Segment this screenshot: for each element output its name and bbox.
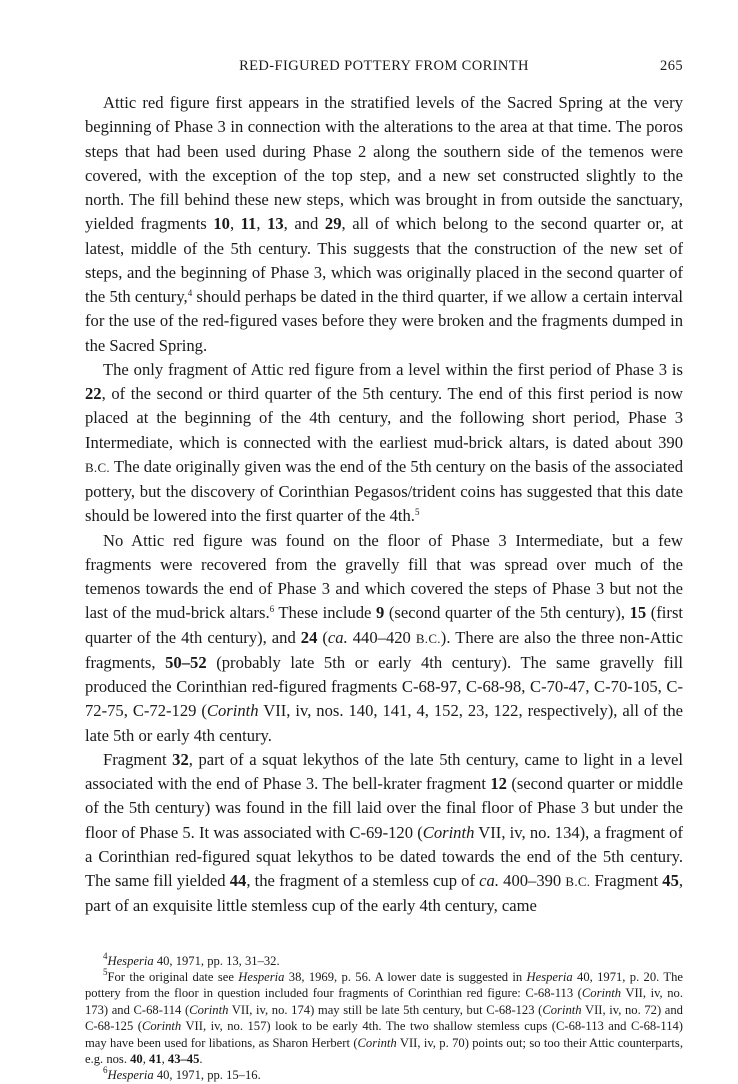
text-run: 40, 1971, p. 20. The pottery from the floor in question included four fragments of Corinthian red figure: C-68-113 ( [85,969,683,1001]
page [85,58,683,1084]
running-head [85,58,683,80]
text-run: Fragment [103,749,173,769]
catalogue-number: 11 [240,214,257,234]
running-title: RED-FIGURED POTTERY FROM CORINTH [239,58,529,74]
journal-title: Hesperia [107,953,154,968]
text-run: For the original date see [107,969,239,984]
text-run: The only fragment of Attic red figure from a level within the first period of Phase 3 is [103,359,683,379]
paragraph-2 [85,358,683,529]
catalogue-number: 24 [300,627,318,647]
text-run: , part of an exquisite little stemless cup of the early 4th century, came [85,871,684,916]
publication-title: Corinth [581,986,622,1001]
text-run: These include [274,603,376,623]
catalogue-number: 50–52 [165,652,207,672]
catalogue-number: 40 [130,1051,143,1066]
text-run: Fragment [590,871,663,890]
text-run: VII, iv, no. 72) and C-68-125 ( [85,1002,683,1034]
catalogue-number: 29 [324,214,342,234]
publication-title: Corinth [141,1019,182,1034]
catalogue-number: 12 [490,774,507,793]
footnote-number: 4 [103,950,108,961]
text-run: No Attic red figure was found on the floor of Phase 3 Intermediate, but a few fragments were recovered from the gravelly fill that was spread over much of the temenos towards the end of Phase 3 and which covered the steps of Phase 3 but not the last of the mud-brick altars. [85,530,683,623]
text-run: 40, 1971, pp. 15–16. [153,1068,261,1083]
text-run: , [229,214,241,234]
text-run: Attic red figure first appears in the stratified levels of the Sacred Spring at the very beginning of Phase 3 in connection with the alterations to the area at that time. The poros steps that had been used during Phase 2 along the southern side of the temenos were covered, with the exception of the top step, and a new set constructed slightly to the north. The fill behind these new steps, which was brought in from outside the sanctuary, yielded fragments [85,93,683,234]
footnote-number: 6 [103,1065,108,1076]
catalogue-number: 43–45 [167,1051,200,1066]
publication-title: Corinth [189,1002,229,1017]
text-run: (probably late 5th or early 4th century). The same gravelly fill produced the Corinthian red-figured fragments C-68-97, C-68-98, C-70-47, C-70-105, C-72-75, C-72-129 ( [85,652,683,721]
text-run: 400–390 [498,871,566,890]
footnote-marker: 6 [269,604,275,615]
footnotes [85,950,683,1084]
text-run: , all of which belong to the second quarter or, at latest, middle of the 5th century. This suggests that the construction of the new set of steps, and the beginning of Phase 3, which was originally placed in the second quarter of the 5th century, [85,214,683,306]
text-run: (second quarter or middle of the 5th century) was found in the fill laid over the final floor of Phase 3 but under the floor of Phase 5. It was associated with C-69-120 ( [85,774,683,842]
journal-title: Hesperia [526,969,573,984]
journal-title: Hesperia [107,1068,154,1083]
text-run: , part of a squat lekythos of the late 5th century, came to light in a level associated with the end of Phase 3. The bell-krater fragment [85,749,683,793]
text-run: VII, iv, no. 173) and C-68-114 ( [85,986,683,1017]
publication-title: Corinth [206,701,259,721]
text-run: 440–420 [347,627,416,647]
circa-abbreviation: ca. [479,871,499,890]
text-run: should perhaps be dated in the third quarter, if we allow a certain interval for the use of the red-figured vases before they were broken and the fragments dumped in the Sacred Spring. [85,287,684,355]
catalogue-number: 32 [172,749,189,769]
journal-title: Hesperia [238,969,285,984]
footnote-marker: 5 [414,507,420,518]
catalogue-number: 9 [376,603,385,623]
paragraph-1 [85,91,683,358]
footnote-5 [85,966,683,1067]
paragraph-4 [85,748,683,919]
text-run: (second quarter of the 5th century), [384,603,630,623]
text-run: (first quarter of the 4th century), and [85,603,684,647]
text-run: VII, iv, no. 157) look to be early 4th. The two shallow stemless cups (C-68-113 and C-68-114) may have been used for libations, as Sharon Herbert ( [85,1019,683,1050]
catalogue-number: 13 [267,214,284,234]
text-run: VII, iv, nos. 140, 141, 4, 152, 23, 122, respectively), all of the late 5th or early 4th century. [85,701,683,745]
text-run: , of the second or third quarter of the 5th century. The end of this first period is now placed at the beginning of the 4th century, and the following short period, Phase 3 Intermediate, which is connected with the earliest mud-brick altars, is dated about 390 [85,384,683,452]
catalogue-number: 22 [85,384,102,403]
text-run: ( [317,627,328,647]
footnote-6 [85,1067,683,1083]
catalogue-number: 41 [149,1051,162,1066]
page-number: 265 [660,58,683,74]
text-run: The date originally given was the end of the 5th century on the basis of the associated pottery, but the discovery of Corinthian Pegasos/trident coins has suggested that this date should be lowered into the first quarter of the 4th. [85,456,683,526]
era-abbreviation: B.C. [565,874,591,889]
text-run: , [142,1051,150,1066]
text-run: , and [283,214,325,234]
text-run: VII, iv, no. 134), a fragment of a Corinthian red-figured squat lekythos to be dated towards the end of the 5th century. The same fill yielded [85,822,683,890]
text-run: VII, iv, p. 70) points out; so too their Attic counterparts, e.g. nos. [85,1035,683,1066]
catalogue-number: 10 [213,214,230,234]
text-run: ). There are also the three non-Attic fragments, [85,627,683,672]
text-run: 38, 1969, p. 56. A lower date is suggested in [284,969,527,984]
catalogue-number: 15 [629,603,647,623]
text-run: VII, iv, no. 174) may still be late 5th century, but C-68-123 ( [228,1002,543,1017]
circa-abbreviation: ca. [327,627,348,647]
text-run: , [256,214,268,234]
catalogue-number: 45 [662,871,679,890]
text-run: , the fragment of a stemless cup of [246,871,480,890]
footnote-marker: 4 [187,288,193,298]
era-abbreviation: B.C. [85,459,110,475]
paragraph-3 [85,529,683,748]
footnote-number: 5 [103,966,108,977]
catalogue-number: 44 [229,871,247,890]
text-run: . [199,1051,203,1066]
era-abbreviation: B.C. [415,630,441,646]
publication-title: Corinth [422,822,475,842]
publication-title: Corinth [542,1002,582,1017]
text-run: 40, 1971, pp. 13, 31–32. [153,953,280,968]
text-run: , [161,1051,168,1066]
body-text [85,91,683,919]
publication-title: Corinth [357,1035,397,1050]
footnote-4 [85,950,683,969]
